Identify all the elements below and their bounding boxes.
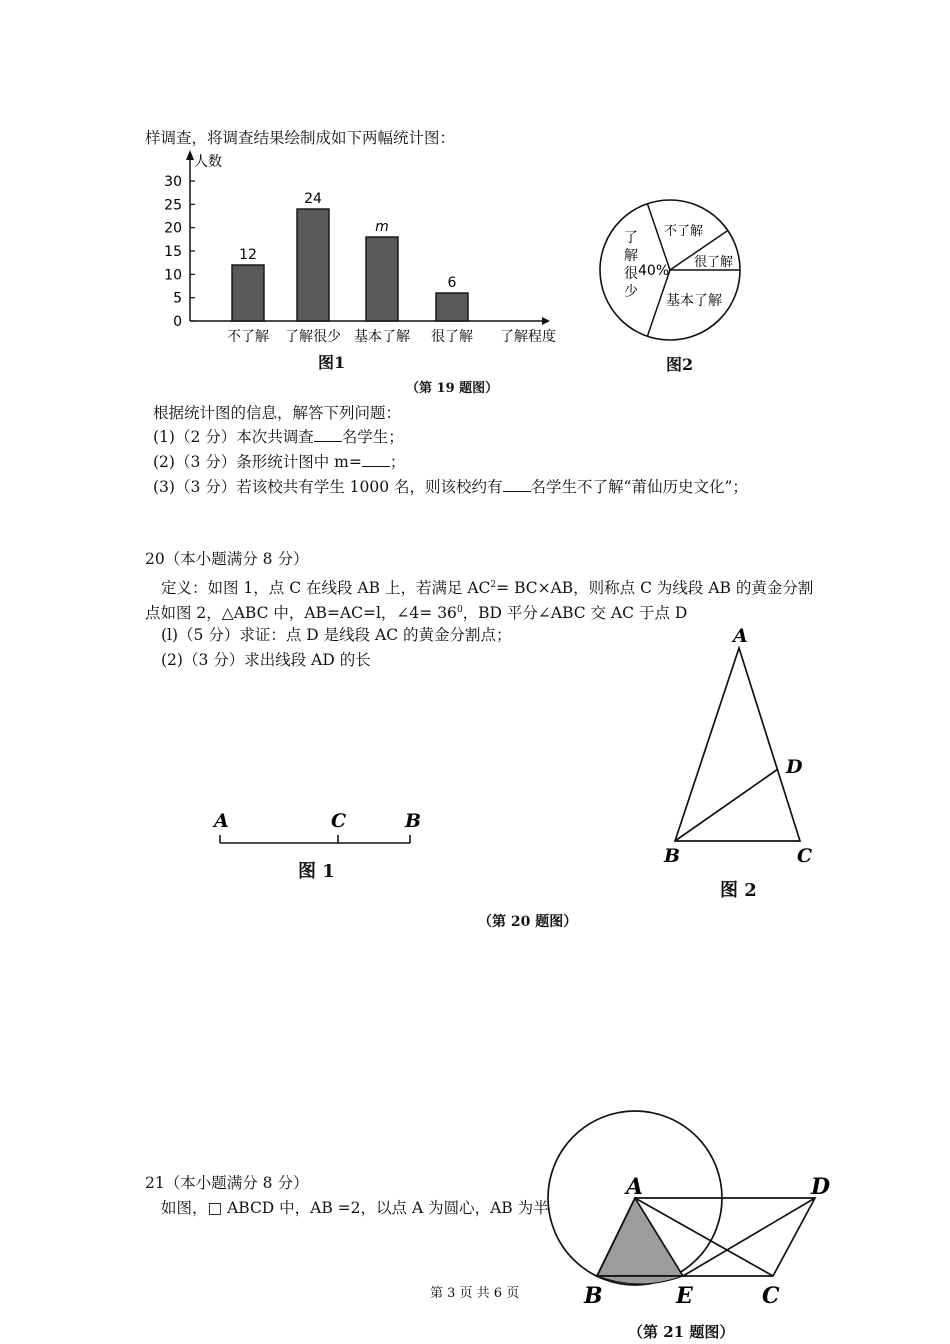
fig2-label: 图2 <box>666 355 694 374</box>
q20-title: 20（本小题满分 8 分） <box>145 550 309 568</box>
q19-part1-a: (1)（2 分）本次共调查 <box>153 428 314 446</box>
bar-chart <box>150 148 580 378</box>
bar-value-label: 24 <box>304 191 322 207</box>
y-tick-label: 15 <box>164 244 182 260</box>
bar-value-label: m <box>375 219 389 235</box>
pie-label-liaojiehenshao-4: 少 <box>624 284 638 300</box>
label-a: A <box>626 1174 644 1200</box>
pie-label-liaojiehenshao-3: 很 <box>624 266 638 282</box>
q21-title: 21（本小题满分 8 分） <box>145 1174 309 1192</box>
y-axis-title: 人数 <box>194 154 222 170</box>
q20-caption: （第 20 题图） <box>478 914 578 930</box>
bar <box>436 293 468 321</box>
q20-def-b: = BC×AB，则称点 C 为线段 AB 的黄金分割 <box>496 579 814 598</box>
q19-part2 <box>153 452 405 472</box>
triangle-figure <box>655 620 825 870</box>
vertex-a-label: A <box>733 625 748 647</box>
category-label: 很了解 <box>431 329 473 345</box>
vertex-b-label: B <box>664 845 681 867</box>
q20-def-a: 定义：如图 1，点 C 在线段 AB 上，若满足 AC <box>161 579 491 598</box>
bar <box>232 265 264 321</box>
point-a-label: A <box>214 810 229 832</box>
q19-caption: （第 19 题图） <box>406 381 499 396</box>
category-label: 了解很少 <box>285 329 341 345</box>
segment-figure <box>205 805 435 855</box>
y-axis-arrow <box>186 150 194 160</box>
segment-bd <box>675 769 778 841</box>
label-e: E <box>676 1283 693 1309</box>
bar <box>366 237 398 321</box>
category-label: 基本了解 <box>354 329 410 345</box>
bar <box>297 209 329 321</box>
label-b: B <box>584 1283 603 1309</box>
q20-line2 <box>145 600 687 623</box>
q19-part3 <box>153 477 748 497</box>
q20-line2-a: 点如图 2，△ABC 中，AB=AC=l，∠4= 36 <box>145 604 457 623</box>
bar-value-label: 6 <box>447 275 457 291</box>
answer-blank-3[interactable] <box>503 477 531 492</box>
pie-label-liaojiehenshao-2: 解 <box>624 248 638 264</box>
q20-part2: (2)（3 分）求出线段 AD 的长 <box>161 651 371 669</box>
y-tick-label: 25 <box>164 197 182 214</box>
shaded-arc-be <box>597 1276 683 1284</box>
q19-part2-b: ； <box>389 453 406 471</box>
pie-label-henliaojie: 很了解 <box>694 255 734 270</box>
q19-part3-a: (3)（3 分）若该校共有学生 1000 名，则该校约有 <box>153 478 503 496</box>
page-footer: 第 3 页 共 6 页 <box>430 1286 520 1301</box>
q20-def-sup: 2 <box>490 580 497 590</box>
x-axis-arrow <box>542 317 550 325</box>
q20-fig2-label: 图 2 <box>720 880 757 901</box>
pie-percent-label: 40% <box>638 263 670 279</box>
q21-text: 如图，□ ABCD 中，AB =2，以点 A 为圆心，AB 为半 <box>161 1199 549 1217</box>
q20-definition <box>161 575 813 598</box>
vertex-d-label: D <box>786 756 803 778</box>
label-d: D <box>811 1174 831 1200</box>
pie-label-buliaojie: 不了解 <box>664 224 704 239</box>
y-tick-label: 30 <box>164 174 182 190</box>
y-tick-label: 10 <box>164 267 182 284</box>
triangle-abc <box>675 648 800 841</box>
q20-line2-sup: 0 <box>456 605 463 615</box>
q19-intro: 样调查，将调查结果绘制成如下两幅统计图： <box>145 129 456 147</box>
x-axis-title: 了解程度 <box>500 329 556 345</box>
answer-blank-2[interactable] <box>362 452 390 467</box>
q20-part1: (l)（5 分）求证：点 D 是线段 AC 的黄金分割点； <box>161 626 512 644</box>
y-tick-label: 0 <box>173 314 182 330</box>
pie-chart <box>590 190 750 350</box>
category-label: 不了解 <box>227 329 269 345</box>
fig1-label: 图1 <box>318 353 346 372</box>
pie-label-jibenliaojie: 基本了解 <box>666 293 722 309</box>
bar-value-label: 12 <box>239 247 257 263</box>
point-b-label: B <box>405 810 422 832</box>
q19-part1 <box>153 427 404 447</box>
q19-part1-b: 名学生； <box>341 428 404 446</box>
label-c: C <box>762 1283 780 1309</box>
y-tick-label: 20 <box>164 220 182 237</box>
q19-part3-b: 名学生不了解“莆仙历史文化”； <box>530 478 748 496</box>
q20-fig1-label: 图 1 <box>298 861 335 882</box>
q21-caption: （第 21 题图） <box>628 1323 735 1341</box>
q20-line2-b: ，BD 平分∠ABC 交 AC 于点 D <box>462 604 688 623</box>
answer-blank-1[interactable] <box>314 427 342 442</box>
q19-part2-a: (2)（3 分）条形统计图中 m= <box>153 453 362 471</box>
shaded-triangle-abe <box>597 1198 683 1276</box>
point-c-label: C <box>331 810 347 832</box>
vertex-c-label: C <box>797 845 813 867</box>
parallelogram-figure <box>540 1100 850 1344</box>
y-tick-label: 5 <box>173 290 182 307</box>
pie-label-liaojiehenshao-1: 了 <box>624 230 638 246</box>
q19-prompt: 根据统计图的信息，解答下列问题： <box>153 404 402 422</box>
